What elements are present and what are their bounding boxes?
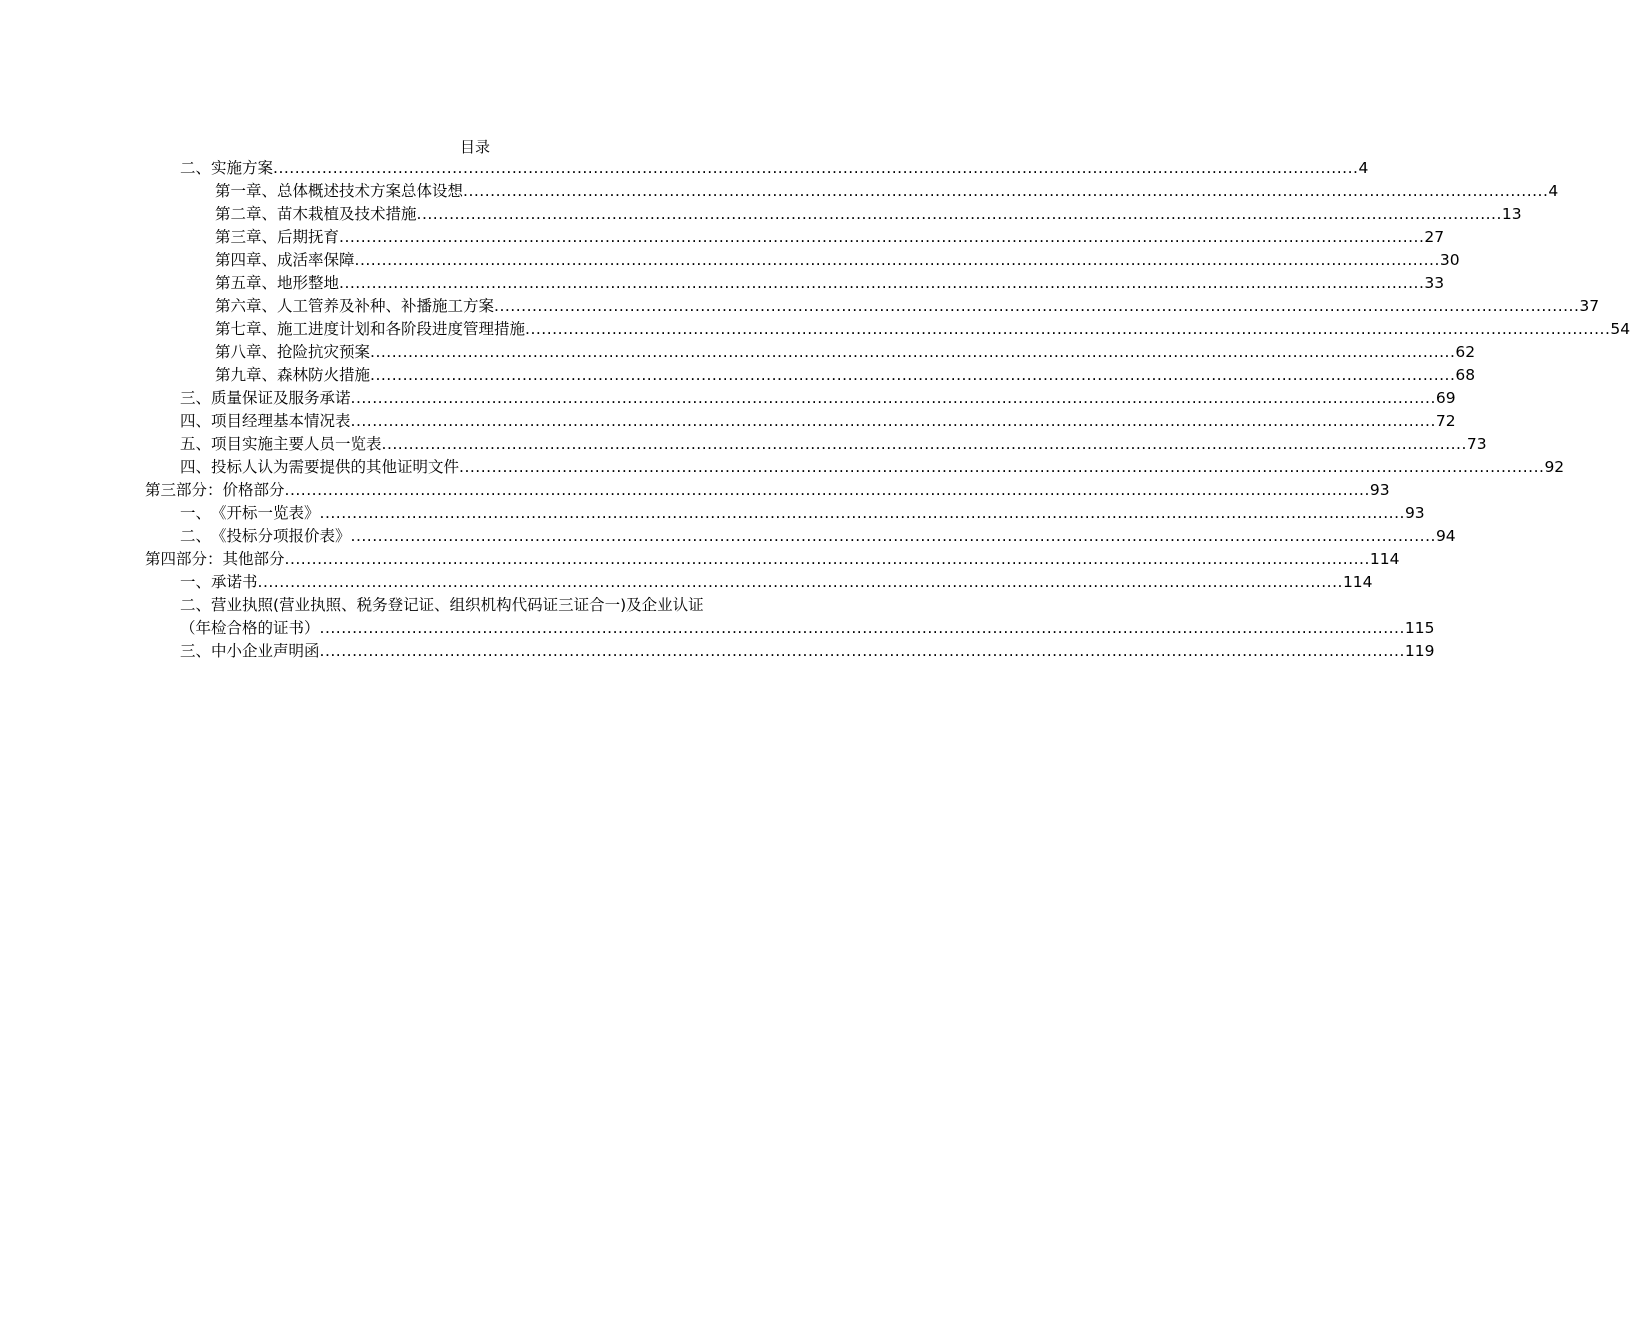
- toc-leader: ........................................................................................................................................................................................................: [284, 550, 1370, 568]
- toc-page-number: 92: [1544, 458, 1565, 476]
- toc-leader: ........................................................................................................................................................................................................: [416, 205, 1502, 223]
- toc-entry[interactable]: [215, 249, 1460, 272]
- toc-entry-text: 三、质量保证及服务承诺: [180, 389, 351, 407]
- toc-entry[interactable]: [180, 617, 1435, 640]
- toc-leader: ........................................................................................................................................................................................................: [319, 642, 1405, 660]
- toc-entry[interactable]: [215, 318, 1630, 341]
- toc-leader: ........................................................................................................................................................................................................: [339, 228, 1425, 246]
- toc-entry-text: 四、项目经理基本情况表: [180, 412, 351, 430]
- toc-entry[interactable]: [180, 433, 1487, 456]
- toc-entry[interactable]: [180, 410, 1456, 433]
- toc-entry[interactable]: [215, 272, 1445, 295]
- toc-entry[interactable]: [180, 640, 1435, 663]
- toc-leader: ........................................................................................................................................................................................................: [350, 412, 1436, 430]
- toc-entry-wrapped[interactable]: [180, 594, 704, 617]
- toc-page-number: 27: [1424, 228, 1445, 246]
- toc-page-number: 62: [1455, 343, 1476, 361]
- toc-leader: ........................................................................................................................................................................................................: [370, 343, 1456, 361]
- toc-entry-text: 第一章、总体概述技术方案总体设想: [215, 182, 464, 200]
- toc-page-number: 68: [1455, 366, 1476, 384]
- toc-entry-text: 第八章、抢险抗灾预案: [215, 343, 371, 361]
- toc-entry-text: 《开标一览表》: [211, 504, 320, 522]
- toc-page-number: 69: [1435, 389, 1456, 407]
- toc-entry-prefix: 二、: [180, 159, 212, 177]
- toc-leader: ........................................................................................................................................................................................................: [463, 182, 1549, 200]
- toc-entry-prefix: 一、: [180, 573, 212, 591]
- toc-entry-text: 实施方案: [211, 159, 274, 177]
- toc-leader: ........................................................................................................................................................................................................: [354, 251, 1440, 269]
- toc-entry-text: 投标人认为需要提供的其他证明文件: [211, 458, 460, 476]
- toc-page-number: 114: [1369, 550, 1400, 568]
- toc-page-number: 33: [1424, 274, 1445, 292]
- toc-entry-text: 三、中小企业声明函: [180, 642, 320, 660]
- toc-entry[interactable]: [215, 203, 1522, 226]
- toc-page-number: 4: [1548, 182, 1559, 200]
- toc-entry-prefix: 四、: [180, 458, 212, 476]
- toc-entry-text: 五、项目实施主要人员一览表: [180, 435, 382, 453]
- toc-leader: ........................................................................................................................................................................................................: [370, 366, 1456, 384]
- toc-entry[interactable]: [180, 456, 1565, 479]
- toc-entry-text: 第三部分：价格部分: [145, 481, 285, 499]
- toc-entry-text: 第五章、地形整地: [215, 274, 340, 292]
- toc-leader: ........................................................................................................................................................................................................: [284, 481, 1370, 499]
- toc-entry[interactable]: [180, 525, 1456, 548]
- toc-leader: ........................................................................................................................................................................................................: [319, 619, 1405, 637]
- toc-entry-text: 第七章、施工进度计划和各阶段进度管理措施: [215, 320, 526, 338]
- toc-entry-text: 第二章、苗木栽植及技术措施: [215, 205, 417, 223]
- toc-page-number: 119: [1404, 642, 1435, 660]
- toc-entry-text: 《投标分项报价表》: [211, 527, 351, 545]
- toc-leader: ........................................................................................................................................................................................................: [273, 159, 1359, 177]
- toc-entry[interactable]: [180, 157, 1369, 180]
- toc-entry-prefix: 一、: [180, 504, 212, 522]
- toc-page-number: 115: [1404, 619, 1435, 637]
- toc-entry-text: 承诺书: [211, 573, 258, 591]
- toc-page-number: 54: [1610, 320, 1630, 338]
- toc-entry-prefix: 二、: [180, 596, 212, 614]
- toc-leader: ........................................................................................................................................................................................................: [350, 389, 1436, 407]
- toc-entry[interactable]: [145, 548, 1400, 571]
- toc-leader: ........................................................................................................................................................................................................: [339, 274, 1425, 292]
- toc-entry-text: 第九章、森林防火措施: [215, 366, 371, 384]
- toc-entry-text: （年检合格的证书）: [180, 619, 320, 637]
- toc-entry[interactable]: [215, 364, 1476, 387]
- toc-page-number: 4: [1358, 159, 1369, 177]
- toc-page-number: 114: [1342, 573, 1373, 591]
- toc-entry[interactable]: [145, 479, 1390, 502]
- toc-leader: ........................................................................................................................................................................................................: [381, 435, 1467, 453]
- toc-page-number: 93: [1404, 504, 1425, 522]
- toc-entry[interactable]: [180, 571, 1373, 594]
- toc-leader: ........................................................................................................................................................................................................: [459, 458, 1545, 476]
- toc-page-number: 37: [1579, 297, 1600, 315]
- toc-entry[interactable]: [215, 295, 1600, 318]
- toc-page-number: 30: [1439, 251, 1460, 269]
- toc-page-number: 93: [1369, 481, 1390, 499]
- toc-page-number: 13: [1501, 205, 1522, 223]
- toc-entry[interactable]: [215, 226, 1445, 249]
- toc-page-number: 72: [1435, 412, 1456, 430]
- toc-entry[interactable]: [180, 387, 1456, 410]
- toc-leader: ........................................................................................................................................................................................................: [525, 320, 1611, 338]
- toc-page-number: 94: [1435, 527, 1456, 545]
- toc-title: 目录: [459, 138, 490, 156]
- toc-leader: ........................................................................................................................................................................................................: [319, 504, 1405, 522]
- toc-entry[interactable]: [215, 180, 1559, 203]
- toc-entry-text: 营业执照(营业执照、税务登记证、组织机构代码证三证合一)及企业认证: [211, 596, 704, 614]
- toc-entry-text: 第三章、后期抚育: [215, 228, 340, 246]
- toc-entry-text: 第六章、人工管养及补种、补播施工方案: [215, 297, 495, 315]
- toc-leader: ........................................................................................................................................................................................................: [257, 573, 1343, 591]
- toc-leader: ........................................................................................................................................................................................................: [494, 297, 1580, 315]
- toc-entry-text: 第四章、成活率保障: [215, 251, 355, 269]
- toc-leader: ........................................................................................................................................................................................................: [350, 527, 1436, 545]
- toc-entry-prefix: 二、: [180, 527, 212, 545]
- toc-page-number: 73: [1466, 435, 1487, 453]
- toc-entry[interactable]: [180, 502, 1425, 525]
- toc-entry-text: 第四部分：其他部分: [145, 550, 285, 568]
- toc-entry[interactable]: [215, 341, 1476, 364]
